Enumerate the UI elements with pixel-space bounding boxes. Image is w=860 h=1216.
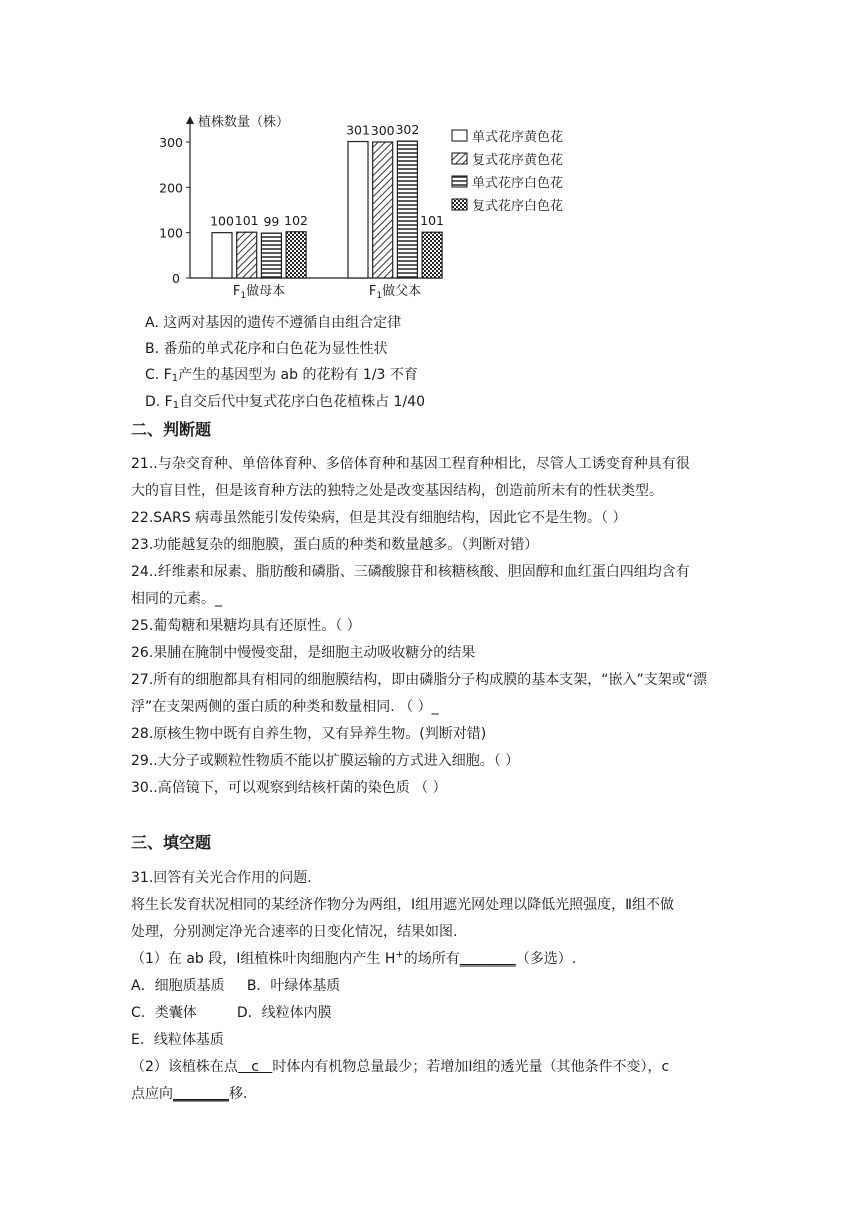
sub2-prefix: （2）该植株在点 [131,1059,238,1075]
legend-swatch [452,199,467,210]
question-31-sub2-line1 [131,1058,669,1076]
legend-swatch [452,130,467,141]
option-d-text: 自交后代中复式花序白色花植株占 1/40 [179,394,425,410]
question-23: 23.功能越复杂的细胞膜，蛋白质的种类和数量越多。（判断对错） [131,537,539,553]
legend-label: 单式花序黄色花 [472,130,564,145]
option-c-text: 产生的基因型为 ab 的花粉有 1/3 不育 [178,367,418,383]
sub1-prefix: （1）在 ab 段，Ⅰ组植株叶肉细胞内产生 H [131,951,396,967]
question-26: 26.果脯在腌制中慢慢变甜，是细胞主动吸收糖分的结果 [131,645,476,661]
x-category-label-rest: 做父本 [382,284,422,299]
sub1-text: 的场所有 [403,951,460,967]
question-24-line2: 相同的元素。_ [131,591,222,607]
bar-value-label: 100 [210,213,234,229]
x-category-label-sub: 1 [240,291,247,301]
bar [422,232,442,278]
option-row-cd: C．类囊体 D．线粒体内膜 [131,1005,332,1021]
section-judge-heading: 二、判断题 [131,420,212,439]
question-31-sub2-line2 [131,1085,247,1103]
sub1-blank: ________ [459,951,516,967]
bar-chart [150,108,590,304]
bar-value-label: 302 [395,122,420,138]
x-category-label-sub: 1 [376,291,383,301]
question-30: 30..高倍镜下，可以观察到结核杆菌的染色质 （ ） [131,780,447,796]
option-a: A. 这两对基因的遗传不遵循自由组合定律 [145,315,402,331]
legend-label: 复式花序黄色花 [472,153,564,168]
x-category-label [233,283,285,301]
section-fill-heading: 三、填空题 [131,833,212,852]
question-21-line2: 大的盲目性，但是该育种方法的独特之处是改变基因结构，创造前所未有的性状类型。 [131,483,663,499]
question-29: 29..大分子或颗粒性物质不能以扩膜运输的方式进入细胞。（ ） [131,753,520,769]
question-25: 25.葡萄糖和果糖均具有还原性。（ ） [131,618,361,634]
option-d-sub: 1 [172,400,180,411]
sub2-prefix2: 点应向 [131,1086,173,1102]
bar [286,232,306,278]
bar-value-label: 101 [420,213,445,229]
question-21-line1: 21..与杂交育种、单倍体育种、多倍体育种和基因工程育种相比，尽管人工诱变育种具有很 [131,456,690,472]
x-category-label-rest: 做母本 [246,284,286,299]
bar [237,232,257,278]
sub1-end: （多选）. [515,951,577,967]
y-axis-title: 植株数量（株） [198,115,290,130]
bar-value-label: 102 [284,212,309,228]
question-28: 28.原核生物中既有自养生物，又有异养生物。(判断对错) [131,726,487,742]
option-d-prefix: D. F [145,394,173,410]
question-22: 22.SARS 病毒虽然能引发传染病，但是其没有细胞结构，因此它不是生物。（ ） [131,510,627,526]
chart-bars [212,141,445,278]
sub1-sup: + [395,949,404,961]
sub2-blank: ________ [173,1086,229,1102]
question-27-line1: 27.所有的细胞都具有相同的细胞膜结构，即由磷脂分子构成膜的基本支架，“嵌入”支架或“漂 [131,672,708,688]
x-category-label-main: F [368,284,377,299]
question-31-title: 31.回答有关光合作用的问题. [131,870,312,886]
question-31-para-line1: 将生长发育状况相同的某经济作物分为两组，Ⅰ组用遮光网处理以降低光照强度，Ⅱ组不做 [131,897,675,913]
question-31-sub1 [131,950,576,968]
y-tick-label: 0 [172,271,180,286]
option-c-sub: 1 [171,373,179,384]
bar-value-label: 99 [263,214,280,230]
option-row-e: E．线粒体基质 [131,1032,224,1048]
bar [397,141,417,278]
x-category-label [369,283,421,301]
bar [348,142,368,278]
legend-swatch [452,153,467,164]
bar-value-label: 301 [346,122,370,138]
question-31-para-line2: 处理，分别测定净光合速率的日变化情况，结果如图. [131,924,458,940]
sub2-text: 时体内有机物总量最少；若增加Ⅰ组的透光量（其他条件不变），c [272,1059,670,1075]
y-tick-label: 100 [159,225,183,241]
y-axis-arrow [186,116,194,124]
legend-label: 复式花序白色花 [472,199,564,214]
y-tick-label: 200 [159,180,183,196]
y-tick-label: 300 [159,135,183,150]
bar-value-label: 101 [234,213,259,229]
option-b: B. 番茄的单式花序和白色花为显性性状 [145,341,388,357]
bar [212,233,232,278]
x-category-label-main: F [232,284,241,299]
option-d [145,393,425,411]
option-c-prefix: C. F [145,367,172,383]
option-c [145,366,418,384]
question-27-line2: 浮”在支架两侧的蛋白质的种类和数量相同. （ ）_ [131,699,439,715]
sub2-end: 移. [229,1086,248,1102]
bar [373,142,393,278]
bar [261,233,281,278]
sub2-answer: c [237,1059,273,1075]
legend-swatch [452,176,467,187]
question-24-line1: 24..纤维素和尿素、脂肪酸和磷脂、三磷酸腺苷和核糖核酸、胆固醇和血红蛋白四组均含有 [131,564,690,580]
legend-label: 单式花序白色花 [472,176,564,191]
option-row-ab: A．细胞质基质 B．叶绿体基质 [131,978,341,994]
chart-legend [452,129,563,214]
bar-value-label: 300 [370,123,395,138]
